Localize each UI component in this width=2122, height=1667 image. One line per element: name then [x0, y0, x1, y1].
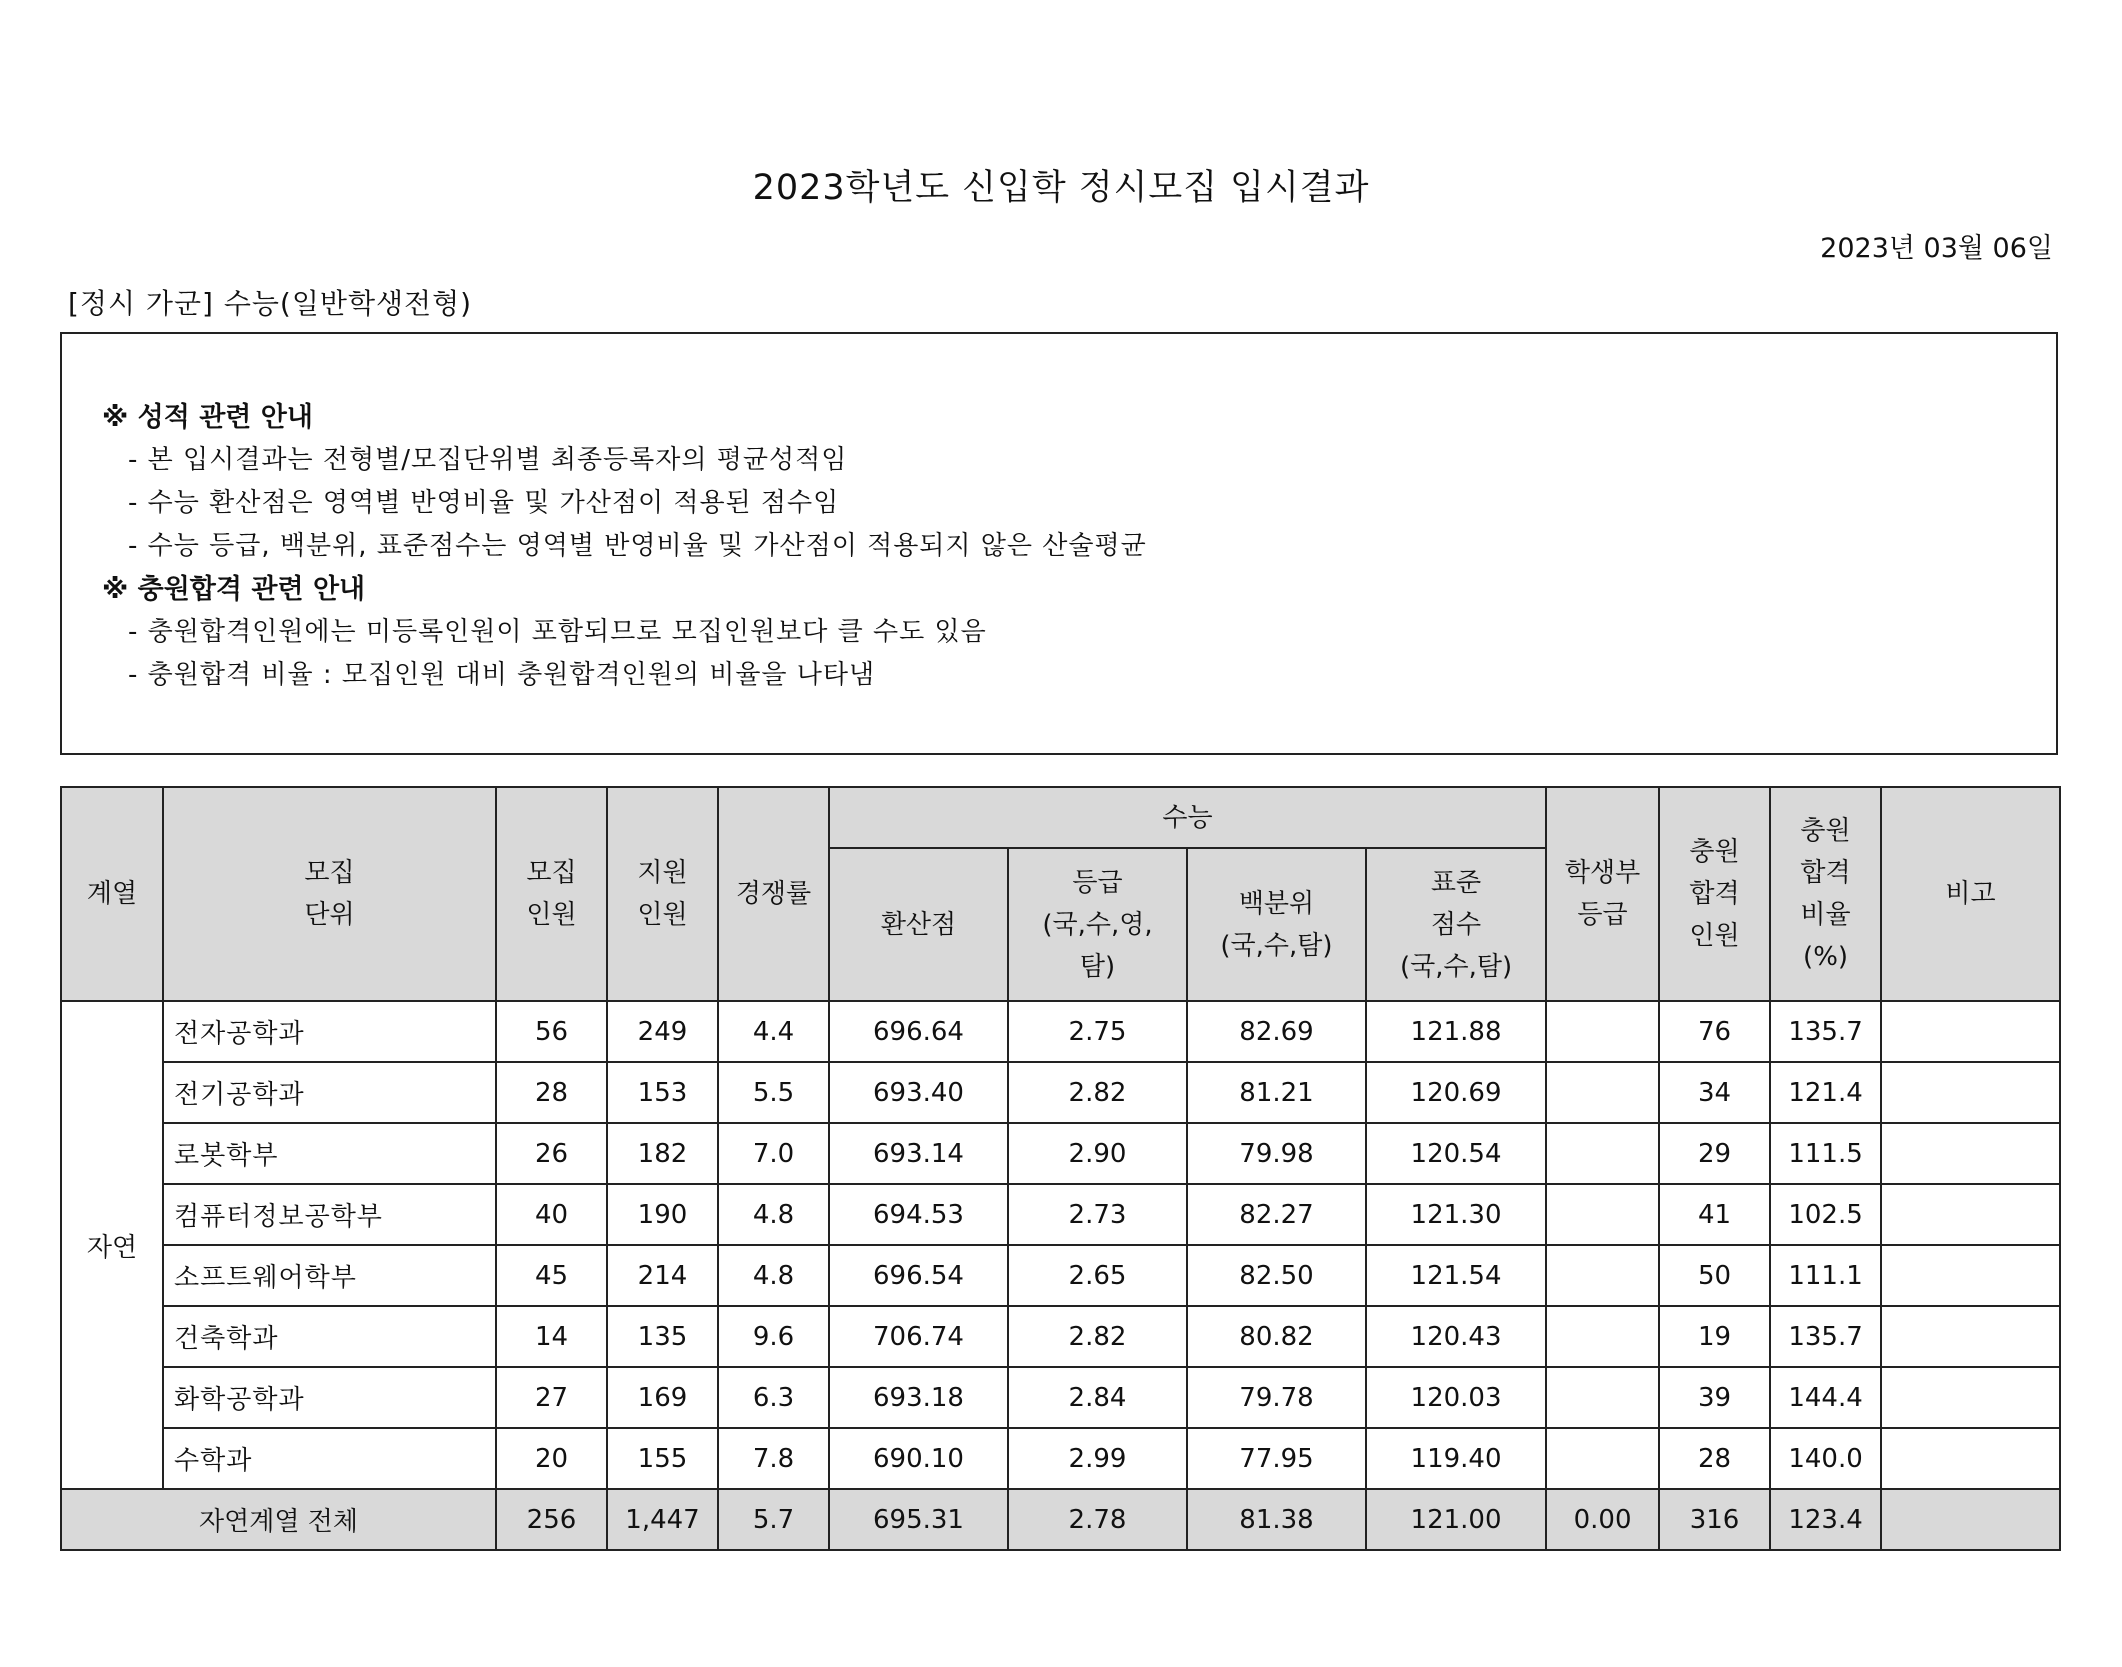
total-note-cell: [1881, 1489, 2060, 1550]
ratio-cell: 7.8: [718, 1428, 829, 1489]
school-record-cell: [1546, 1184, 1659, 1245]
table-row: [61, 1001, 2060, 1062]
grade-cell: 2.82: [1008, 1306, 1187, 1367]
total-percentile-cell: 81.38: [1187, 1489, 1366, 1550]
percentile-cell: 82.27: [1187, 1184, 1366, 1245]
applicants-cell: 155: [607, 1428, 718, 1489]
note-cell: [1881, 1428, 2060, 1489]
grade-cell: 2.65: [1008, 1245, 1187, 1306]
extra-rate-cell: 111.1: [1770, 1245, 1881, 1306]
standard-cell: 120.69: [1366, 1062, 1546, 1123]
notice-box: [60, 332, 2058, 755]
quota-cell: 28: [496, 1062, 607, 1123]
total-converted-cell: 695.31: [829, 1489, 1008, 1550]
note-cell: [1881, 1123, 2060, 1184]
ratio-cell: 5.5: [718, 1062, 829, 1123]
grade-cell: 2.84: [1008, 1367, 1187, 1428]
total-grade-cell: 2.78: [1008, 1489, 1187, 1550]
grade-cell: 2.99: [1008, 1428, 1187, 1489]
applicants-cell: 214: [607, 1245, 718, 1306]
converted-cell: 690.10: [829, 1428, 1008, 1489]
extra-rate-cell: 135.7: [1770, 1001, 1881, 1062]
school-record-cell: [1546, 1245, 1659, 1306]
standard-cell: 120.43: [1366, 1306, 1546, 1367]
total-label: 자연계열 전체: [61, 1489, 496, 1550]
ratio-cell: 4.8: [718, 1245, 829, 1306]
extra-rate-cell: 111.5: [1770, 1123, 1881, 1184]
note-cell: [1881, 1245, 2060, 1306]
notice-item: - 본 입시결과는 전형별/모집단위별 최종등록자의 평균성적임: [128, 445, 848, 475]
note-cell: [1881, 1184, 2060, 1245]
header-quota: 모집 인원: [496, 787, 607, 1001]
header-converted: 환산점: [829, 848, 1008, 1001]
header-grade: 등급 (국,수,영, 탐): [1008, 848, 1187, 1001]
standard-cell: 120.03: [1366, 1367, 1546, 1428]
standard-cell: 119.40: [1366, 1428, 1546, 1489]
quota-cell: 14: [496, 1306, 607, 1367]
extra-count-cell: 19: [1659, 1306, 1770, 1367]
school-record-cell: [1546, 1123, 1659, 1184]
header-extra-rate: 충원 합격 비율 (%): [1770, 787, 1881, 1001]
notice-heading-additional: ※ 충원합격 관련 안내: [102, 574, 366, 605]
grade-cell: 2.90: [1008, 1123, 1187, 1184]
converted-cell: 694.53: [829, 1184, 1008, 1245]
unit-name-cell: 전기공학과: [163, 1062, 496, 1123]
notice-item: - 충원합격인원에는 미등록인원이 포함되므로 모집인원보다 클 수도 있음: [128, 617, 987, 647]
header-group: 계열: [61, 787, 163, 1001]
converted-cell: 696.64: [829, 1001, 1008, 1062]
ratio-cell: 7.0: [718, 1123, 829, 1184]
notice-heading-scores: ※ 성적 관련 안내: [102, 402, 313, 433]
quota-cell: 40: [496, 1184, 607, 1245]
header-percentile: 백분위 (국,수,탐): [1187, 848, 1366, 1001]
total-applicants-cell: 1,447: [607, 1489, 718, 1550]
extra-count-cell: 50: [1659, 1245, 1770, 1306]
note-cell: [1881, 1062, 2060, 1123]
applicants-cell: 169: [607, 1367, 718, 1428]
extra-count-cell: 41: [1659, 1184, 1770, 1245]
header-applicants: 지원 인원: [607, 787, 718, 1001]
applicants-cell: 190: [607, 1184, 718, 1245]
total-standard-cell: 121.00: [1366, 1489, 1546, 1550]
extra-rate-cell: 121.4: [1770, 1062, 1881, 1123]
unit-name-cell: 소프트웨어학부: [163, 1245, 496, 1306]
school-record-cell: [1546, 1306, 1659, 1367]
notice-item: - 수능 환산점은 영역별 반영비율 및 가산점이 적용된 점수임: [128, 488, 840, 518]
percentile-cell: 79.98: [1187, 1123, 1366, 1184]
converted-cell: 693.18: [829, 1367, 1008, 1428]
total-extra-count-cell: 316: [1659, 1489, 1770, 1550]
quota-cell: 20: [496, 1428, 607, 1489]
converted-cell: 706.74: [829, 1306, 1008, 1367]
school-record-cell: [1546, 1428, 1659, 1489]
group-cell: 자연: [61, 1001, 163, 1489]
grade-cell: 2.75: [1008, 1001, 1187, 1062]
grade-cell: 2.73: [1008, 1184, 1187, 1245]
note-cell: [1881, 1367, 2060, 1428]
applicants-cell: 153: [607, 1062, 718, 1123]
percentile-cell: 79.78: [1187, 1367, 1366, 1428]
school-record-cell: [1546, 1062, 1659, 1123]
converted-cell: 693.14: [829, 1123, 1008, 1184]
note-cell: [1881, 1001, 2060, 1062]
extra-count-cell: 34: [1659, 1062, 1770, 1123]
section-title: [정시 가군] 수능(일반학생전형): [68, 287, 473, 320]
extra-rate-cell: 102.5: [1770, 1184, 1881, 1245]
extra-rate-cell: 140.0: [1770, 1428, 1881, 1489]
header-note: 비고: [1881, 787, 2060, 1001]
applicants-cell: 249: [607, 1001, 718, 1062]
table-row: [61, 1306, 2060, 1367]
unit-name-cell: 화학공학과: [163, 1367, 496, 1428]
unit-name-cell: 전자공학과: [163, 1001, 496, 1062]
table-row: [61, 1062, 2060, 1123]
converted-cell: 693.40: [829, 1062, 1008, 1123]
table-row: [61, 1184, 2060, 1245]
standard-cell: 121.88: [1366, 1001, 1546, 1062]
unit-name-cell: 컴퓨터정보공학부: [163, 1184, 496, 1245]
extra-count-cell: 76: [1659, 1001, 1770, 1062]
results-table: [60, 786, 2061, 1551]
applicants-cell: 135: [607, 1306, 718, 1367]
header-extra-count: 충원 합격 인원: [1659, 787, 1770, 1001]
header-ratio: 경쟁률: [718, 787, 829, 1001]
standard-cell: 120.54: [1366, 1123, 1546, 1184]
percentile-cell: 77.95: [1187, 1428, 1366, 1489]
school-record-cell: [1546, 1001, 1659, 1062]
document-title: 2023학년도 신입학 정시모집 입시결과: [752, 168, 1370, 208]
grade-cell: 2.82: [1008, 1062, 1187, 1123]
header-unit: 모집 단위: [163, 787, 496, 1001]
table-row: [61, 1123, 2060, 1184]
total-extra-rate-cell: 123.4: [1770, 1489, 1881, 1550]
notice-item: - 수능 등급, 백분위, 표준점수는 영역별 반영비율 및 가산점이 적용되지 않은 산술평균: [128, 531, 1147, 561]
extra-rate-cell: 144.4: [1770, 1367, 1881, 1428]
ratio-cell: 9.6: [718, 1306, 829, 1367]
standard-cell: 121.30: [1366, 1184, 1546, 1245]
unit-name-cell: 수학과: [163, 1428, 496, 1489]
extra-count-cell: 39: [1659, 1367, 1770, 1428]
ratio-cell: 4.4: [718, 1001, 829, 1062]
school-record-cell: [1546, 1367, 1659, 1428]
total-quota-cell: 256: [496, 1489, 607, 1550]
percentile-cell: 81.21: [1187, 1062, 1366, 1123]
note-cell: [1881, 1306, 2060, 1367]
ratio-cell: 4.8: [718, 1184, 829, 1245]
standard-cell: 121.54: [1366, 1245, 1546, 1306]
header-suneung: 수능: [829, 787, 1546, 848]
notice-item: - 충원합격 비율 : 모집인원 대비 충원합격인원의 비율을 나타냄: [128, 660, 876, 690]
extra-count-cell: 28: [1659, 1428, 1770, 1489]
quota-cell: 27: [496, 1367, 607, 1428]
converted-cell: 696.54: [829, 1245, 1008, 1306]
header-school-record: 학생부 등급: [1546, 787, 1659, 1001]
quota-cell: 56: [496, 1001, 607, 1062]
percentile-cell: 82.69: [1187, 1001, 1366, 1062]
table-row: [61, 1428, 2060, 1489]
total-ratio-cell: 5.7: [718, 1489, 829, 1550]
percentile-cell: 82.50: [1187, 1245, 1366, 1306]
applicants-cell: 182: [607, 1123, 718, 1184]
quota-cell: 26: [496, 1123, 607, 1184]
unit-name-cell: 건축학과: [163, 1306, 496, 1367]
quota-cell: 45: [496, 1245, 607, 1306]
table-row: [61, 1245, 2060, 1306]
header-standard: 표준 점수 (국,수,탐): [1366, 848, 1546, 1001]
extra-rate-cell: 135.7: [1770, 1306, 1881, 1367]
document-date: 2023년 03월 06일: [1820, 233, 2053, 264]
total-school-record-cell: 0.00: [1546, 1489, 1659, 1550]
ratio-cell: 6.3: [718, 1367, 829, 1428]
table-row: [61, 1367, 2060, 1428]
total-row: [61, 1489, 2060, 1550]
extra-count-cell: 29: [1659, 1123, 1770, 1184]
unit-name-cell: 로봇학부: [163, 1123, 496, 1184]
percentile-cell: 80.82: [1187, 1306, 1366, 1367]
